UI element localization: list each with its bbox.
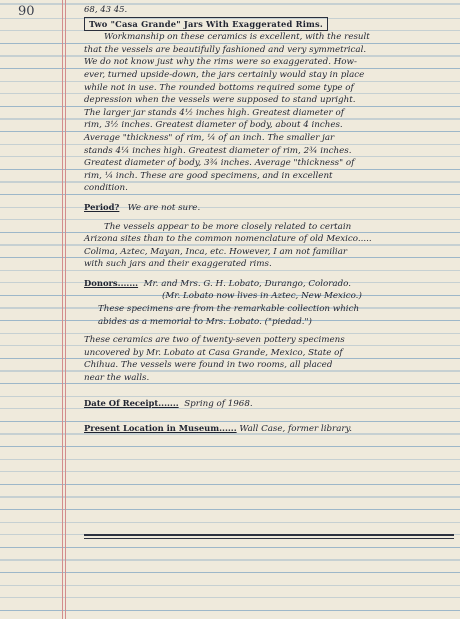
- period-note-line: The vessels appear to be more closely related to certain: [104, 221, 352, 232]
- description-line: We do not know just why the rims were so exaggerated. How-: [84, 57, 357, 68]
- donors-remark-line: These specimens are from the remarkable collection which: [98, 304, 360, 315]
- margin-rule-left: [62, 0, 63, 619]
- origin-line: uncovered by Mr. Lobato at Casa Grande, Mexico, State of: [84, 347, 343, 358]
- present-location-label: Present Location in Museum......: [84, 423, 237, 434]
- page-number: 90: [18, 4, 35, 19]
- period-note-line: Arizona sites than to the common nomenclature of old Mexico.....: [84, 234, 372, 245]
- description-paragraph: [84, 31, 454, 195]
- origin-line: Chihua. The vessels were found in two rooms, all placed: [84, 360, 333, 371]
- period-notes: [84, 221, 454, 271]
- date-of-receipt-label: Date Of Receipt.......: [84, 397, 179, 408]
- present-location-row: [84, 422, 454, 436]
- period-value: We are not sure.: [127, 202, 201, 213]
- description-line: while not in use. The rounded bottoms required some type of: [84, 82, 354, 93]
- catalog-number: 68, 43 45.: [84, 5, 128, 15]
- donors-label: Donors.......: [84, 277, 139, 288]
- entry-title: Two "Casa Grande" Jars With Exaggerated Rims.: [84, 17, 328, 32]
- description-line: rim, 3½ inches. Greatest diameter of body, about 4 inches.: [84, 120, 343, 131]
- present-location-value: Wall Case, former library.: [239, 424, 353, 435]
- description-line: Workmanship on these ceramics is excellent, with the result: [104, 32, 370, 43]
- origin-paragraph: [84, 334, 454, 384]
- page-content: [84, 4, 454, 436]
- period-note-line: with such jars and their exaggerated rims.: [84, 259, 272, 270]
- description-line: that the vessels are beautifully fashioned and very symmetrical.: [84, 44, 367, 55]
- description-line: Average "thickness" of rim, ¼ of an inch. The smaller jar: [84, 132, 335, 143]
- donors-remark-line: abides as a memorial to Mrs. Lobato. ("piedad."): [98, 316, 312, 327]
- period-label: Period?: [84, 201, 120, 212]
- period-row: [84, 201, 454, 215]
- donors-row: [84, 277, 454, 291]
- closing-double-rule: [84, 534, 454, 539]
- date-of-receipt-row: [84, 397, 454, 411]
- description-line: Greatest diameter of body, 3¾ inches. Average "thickness" of: [84, 158, 355, 169]
- period-note-line: Colima, Aztec, Mayan, Inca, etc. However, I am not familiar: [84, 246, 348, 257]
- description-line: depression when the vessels were supposed to stand upright.: [84, 95, 356, 106]
- description-line: rim, ¼ inch. These are good specimens, and in excellent: [84, 170, 333, 181]
- description-line: The larger jar stands 4½ inches high. Greatest diameter of: [84, 107, 344, 118]
- margin-rule-right: [65, 0, 66, 619]
- origin-line: near the walls.: [84, 373, 150, 384]
- description-line: ever, turned upside-down, the jars certainly would stay in place: [84, 69, 365, 80]
- origin-line: These ceramics are two of twenty-seven pottery specimens: [84, 335, 345, 346]
- donors-value: Mr. and Mrs. G. H. Lobato, Durango, Colorado.: [143, 278, 351, 289]
- description-line: stands 4¼ inches high. Greatest diameter of rim, 2¾ inches.: [84, 145, 352, 156]
- description-line: condition.: [84, 183, 128, 194]
- date-of-receipt-value: Spring of 1968.: [184, 398, 253, 409]
- donors-note: (Mr. Lobato now lives in Aztec, New Mexico.): [162, 291, 362, 302]
